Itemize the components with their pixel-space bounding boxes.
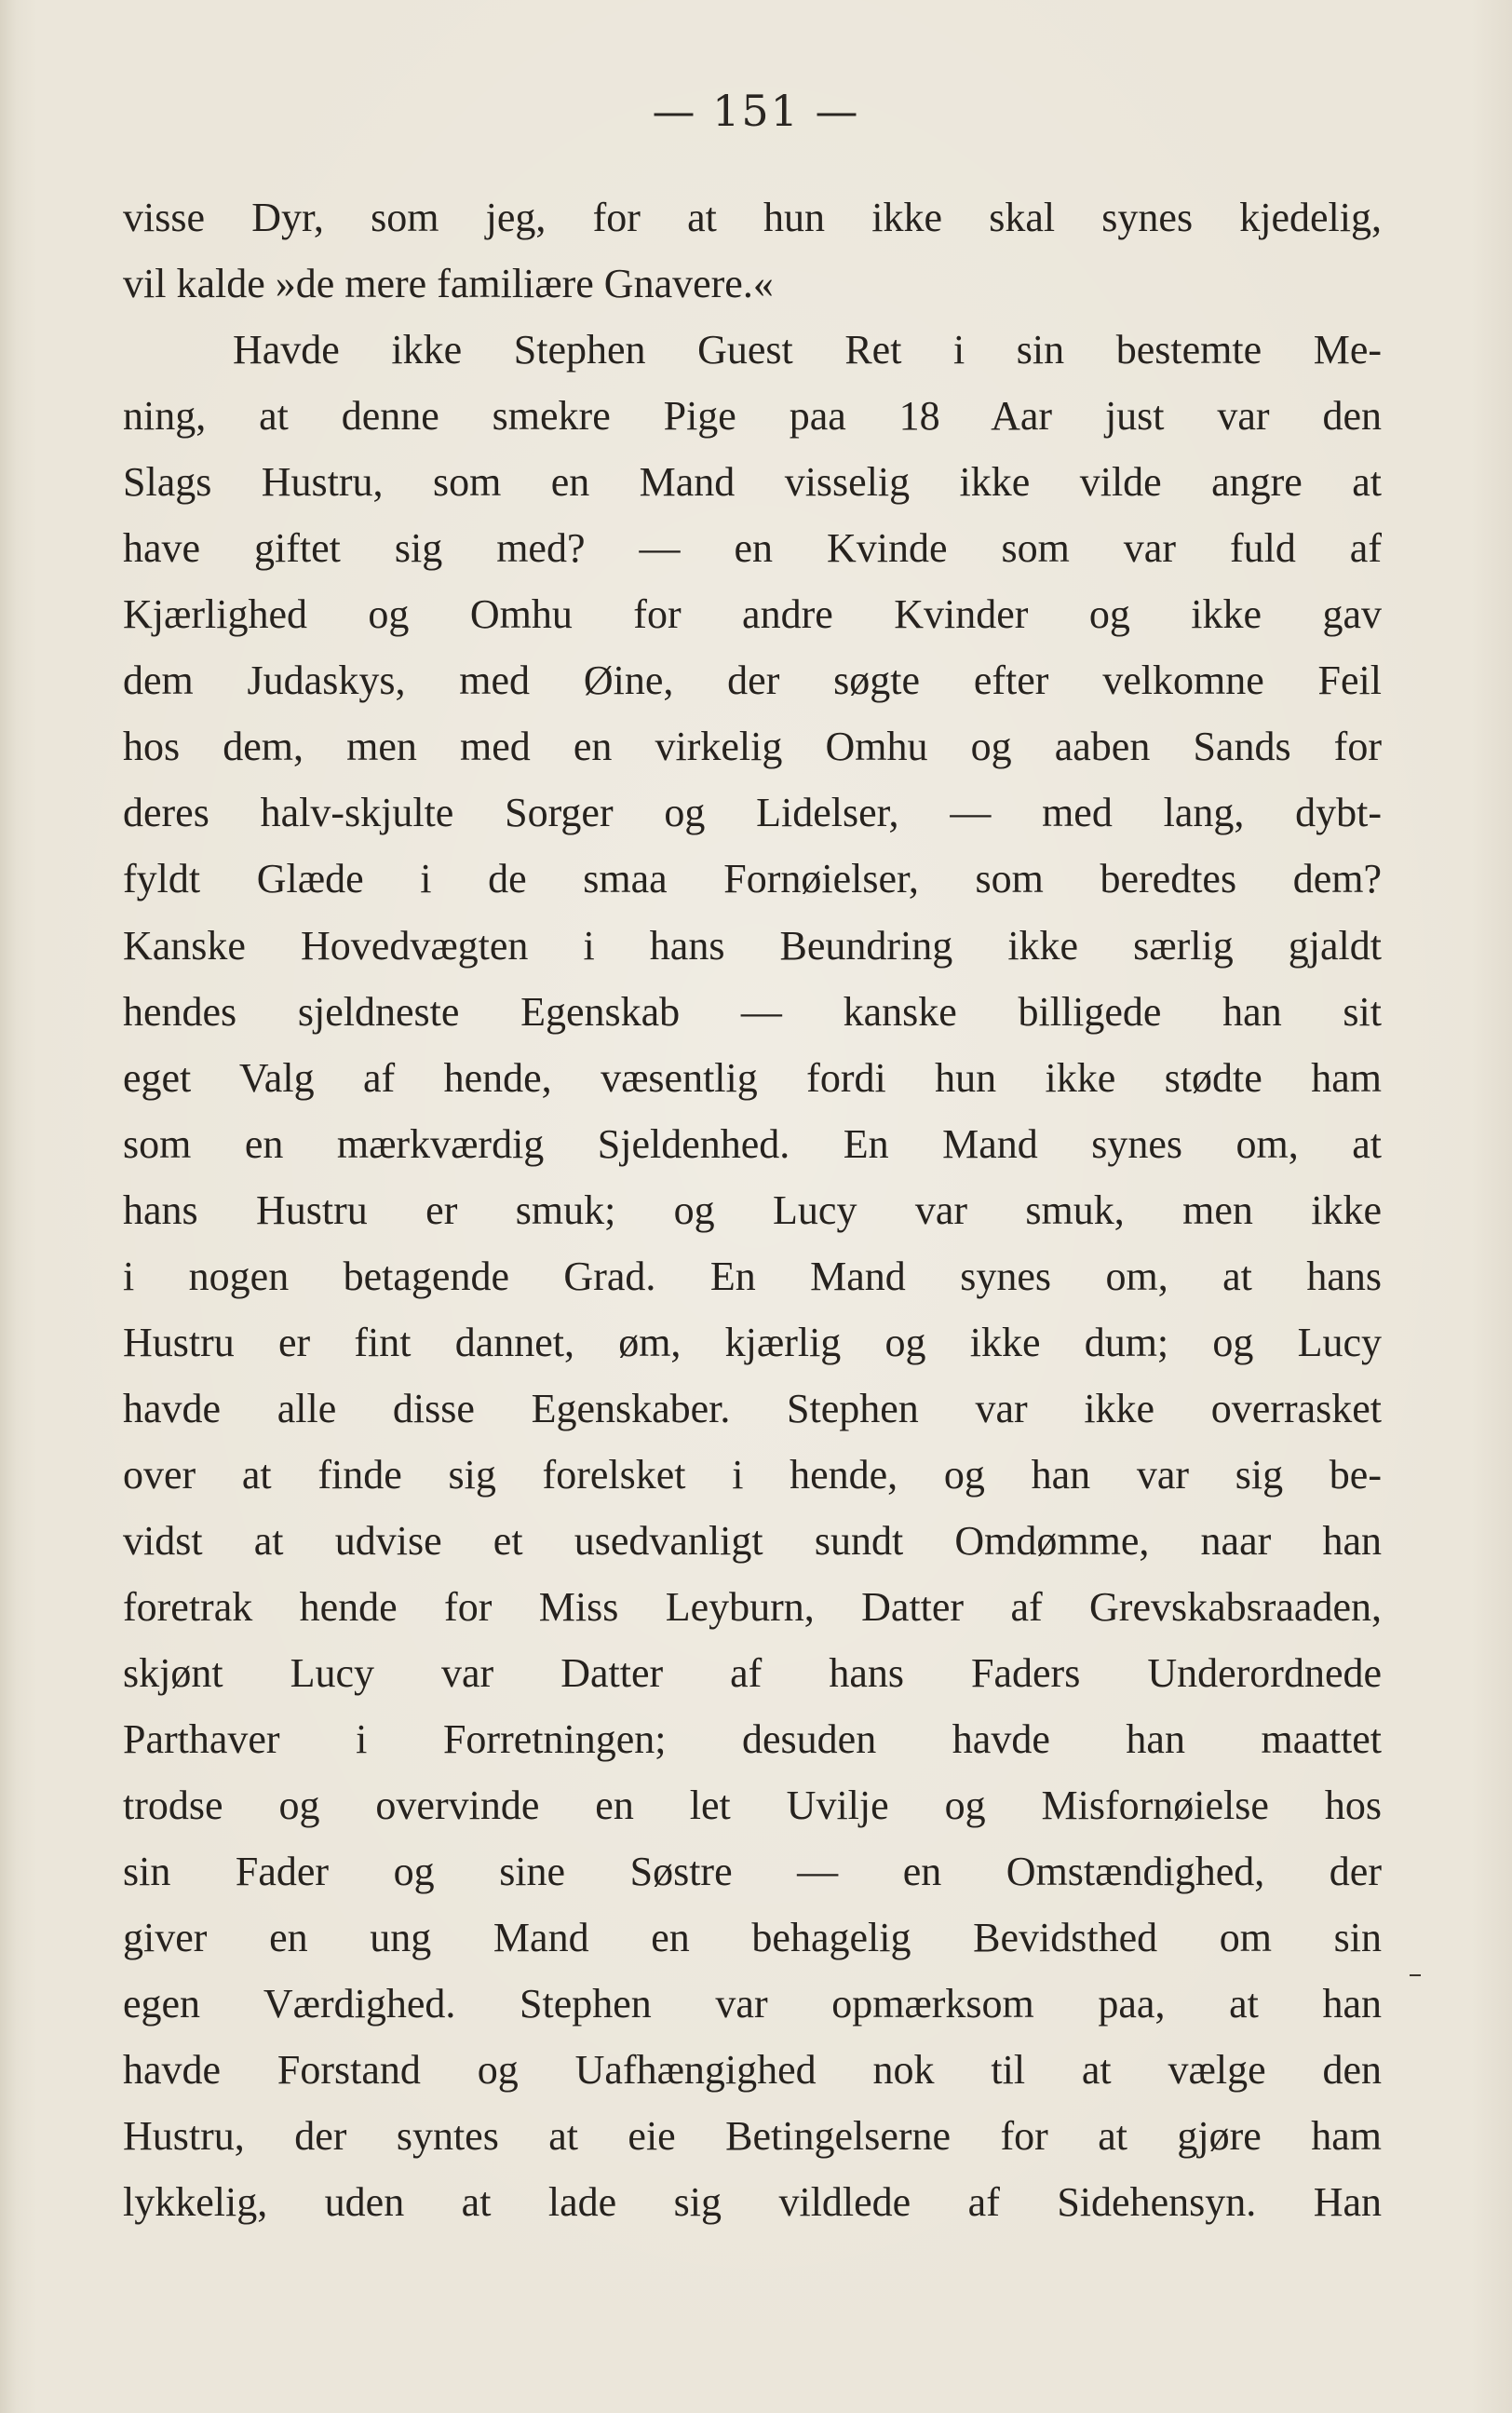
text-line: Kjærlighed og Omhu for andre Kvinder og ikke gav [123, 591, 1382, 638]
text-line: skjønt Lucy var Datter af hans Faders Underordnede [123, 1650, 1382, 1697]
text-line: Kanske Hovedvægten i hans Beundring ikke særlig gjaldt [123, 922, 1382, 969]
margin-mark [1410, 1974, 1421, 1976]
text-line: egen Værdighed. Stephen var opmærksom paa, at han [123, 1981, 1382, 2027]
text-line: have giftet sig med? — en Kvinde som var fuld af [123, 525, 1382, 572]
text-line: Hustru, der syntes at eie Betingelserne for at gjøre ham [123, 2113, 1382, 2160]
text-line: hendes sjeldneste Egenskab — kanske billigede han sit [123, 988, 1382, 1035]
text-line: over at finde sig forelsket i hende, og han var sig be- [123, 1451, 1382, 1498]
text-line: Havde ikke Stephen Guest Ret i sin bestemte Me- [233, 327, 1382, 373]
text-line: Parthaver i Forretningen; desuden havde han maattet [123, 1716, 1382, 1763]
text-line: dem Judaskys, med Øine, der søgte efter velkomne Feil [123, 657, 1382, 704]
text-line: trodse og overvinde en let Uvilje og Misfornøielse hos [123, 1783, 1382, 1829]
text-line: giver en ung Mand en behagelig Bevidsthed om sin [123, 1915, 1382, 1961]
body-text [123, 184, 1382, 2235]
text-line: Slags Hustru, som en Mand visselig ikke vilde angre at [123, 459, 1382, 506]
text-line: vidst at udvise et usedvanligt sundt Omdømme, naar han [123, 1517, 1382, 1564]
text-line: lykkelig, uden at lade sig vildlede af Sidehensyn. Han [123, 2179, 1382, 2226]
page-number: — 151 — [652, 86, 860, 136]
text-line: ning, at denne smekre Pige paa 18 Aar just var den [123, 393, 1382, 440]
text-line: i nogen betagende Grad. En Mand synes om, at hans [123, 1253, 1382, 1299]
text-line: hans Hustru er smuk; og Lucy var smuk, men ikke [123, 1186, 1382, 1233]
text-line: foretrak hende for Miss Leyburn, Datter af Grevskabsraaden, [123, 1583, 1382, 1630]
text-line: eget Valg af hende, væsentlig fordi hun ikke stødte ham [123, 1054, 1382, 1101]
text-line: visse Dyr, som jeg, for at hun ikke skal synes kjedelig, [123, 195, 1382, 240]
text-line: vil kalde »de mere familiære Gnavere.« [123, 261, 774, 307]
text-line: havde alle disse Egenskaber. Stephen var ikke overrasket [123, 1385, 1382, 1431]
text-line: som en mærkværdig Sjeldenhed. En Mand synes om, at [123, 1120, 1382, 1167]
text-line: fyldt Glæde i de smaa Fornøielser, som beredtes dem? [123, 856, 1382, 902]
text-line: havde Forstand og Uafhængighed nok til at vælge den [123, 2047, 1382, 2094]
text-line: Hustru er fint dannet, øm, kjærlig og ikke dum; og Lucy [123, 1319, 1382, 1365]
text-line: hos dem, men med en virkelig Omhu og aaben Sands for [123, 724, 1382, 770]
text-line: sin Fader og sine Søstre — en Omstændighed, der [123, 1849, 1382, 1895]
text-line: deres halv-skjulte Sorger og Lidelser, — med lang, dybt- [123, 790, 1382, 836]
